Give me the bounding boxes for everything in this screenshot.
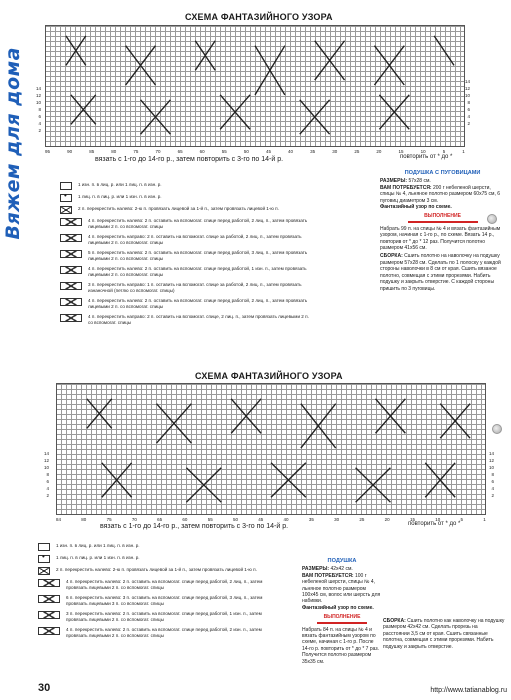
yarn-ball-icon	[487, 214, 497, 224]
stitch-symbol-icon	[60, 282, 82, 290]
legend-text: 4 п. перекрестить налево: 2 п. оставить на вспомогат. спице перед работой, 2 лиц. п., затем провязать лицевыми 2 п. со вспомогат. спицы	[66, 579, 263, 590]
col-num: 30	[332, 149, 338, 154]
col-num: 90	[67, 149, 73, 154]
col-num: 30	[334, 517, 340, 522]
stitch-symbol-icon	[38, 579, 60, 587]
legend-text: 1 изн. п. в лиц. р. или 1 лиц. п. в изн. р.	[56, 543, 140, 548]
row-num: 6	[491, 479, 495, 484]
chart1-pattern	[46, 26, 464, 146]
col-num: 75	[106, 517, 112, 522]
legend-item	[60, 250, 310, 262]
need-label: ВАМ ПОТРЕБУЕТСЯ:	[302, 572, 354, 579]
pillow1-heading: ПОДУШКА С ПУГОВИЦАМИ	[404, 170, 481, 176]
section-band-label: Вяжем для дома	[2, 46, 24, 240]
chart2-title: СХЕМА ФАНТАЗИЙНОГО УЗОРА	[195, 371, 343, 381]
chart1-grid	[45, 25, 465, 147]
stitch-symbol-icon	[60, 234, 82, 242]
col-num: 40	[288, 149, 294, 154]
assembly-label: СБОРКА:	[380, 253, 403, 260]
need-value: 100 г небеленой шерсти, спицы № 4, льняное полотно размером 100x45 см, волос или шерсть для набивки.	[302, 572, 381, 605]
row-num: 12	[465, 86, 471, 91]
col-num: 75	[133, 149, 139, 154]
row-num: 10	[44, 465, 50, 470]
legend-text: 3 п. перекрестить налево: 2 п. оставить на вспомогат. спице перед работой, 1 изн. п., затем провязать лицевыми 2 п. со вспомогат. спицы	[66, 611, 262, 622]
legend-item	[38, 555, 278, 563]
row-num: 6	[46, 479, 50, 484]
row-num: 2	[46, 493, 50, 498]
legend-item	[60, 218, 310, 230]
assembly-label: СБОРКА:	[383, 618, 406, 624]
need-value: 200 г небеленой шерсти, спицы № 4, льняное полотно размером 60x75 см, 6 пуговиц диаметром 3 см.	[380, 184, 501, 204]
chart1-row-numbers-left	[36, 85, 41, 134]
legend-text: 4 п. перекрестить направо: 2 п. оставить на вспомогат. спице за работой, 2 лиц. п., затем провязать лицевыми 2 п. со вспомогат. спицы	[88, 234, 302, 245]
legend-text: 4 п. перекрестить налево: 2 п. оставить на вспомогат. спице перед работой, 1 изн. п., затем провязать лицевыми 2 п. со вспомогат. спицы	[88, 266, 307, 277]
chart1-row-numbers	[465, 78, 470, 127]
col-num: 70	[155, 149, 161, 154]
red-divider	[317, 622, 367, 624]
sizes-value: 42x42 см.	[330, 566, 353, 573]
row-num: 10	[465, 93, 471, 98]
pillow2-need	[302, 573, 382, 605]
row-num: 8	[46, 472, 50, 477]
page-number: 30	[38, 682, 51, 694]
stitch-symbol-icon	[38, 595, 60, 603]
pillow2-work-heading: ВЫПОЛНЕНИЕ	[323, 614, 361, 621]
legend-item	[60, 314, 310, 326]
col-num: 80	[81, 517, 87, 522]
row-num: 4	[38, 121, 42, 126]
row-num: 2	[467, 121, 471, 126]
stitch-symbol-icon	[38, 611, 60, 619]
stitch-symbol-icon	[60, 218, 82, 226]
col-num: 10	[420, 149, 426, 154]
legend-text: 1 лиц. п. в лиц. р. или 1 изн. п. в изн. р.	[78, 194, 162, 199]
col-num: 15	[398, 149, 404, 154]
pillow2-assembly	[383, 618, 505, 650]
legend-item	[60, 266, 310, 278]
stitch-symbol-icon	[60, 266, 82, 274]
pillow1-work-text: Набрать 99 п. на спицы № 4 и вязать фантазийным узором, начиная с 1-го р., по схеме. Вязать 14 р., повторив от * до * 12 раз. Получится полотно размером 41x56 см.	[380, 225, 501, 252]
pillow1-need	[380, 185, 505, 204]
stitch-symbol-icon	[38, 543, 50, 551]
row-num: 10	[36, 100, 42, 105]
col-num: 55	[221, 149, 227, 154]
legend-item	[60, 234, 310, 246]
col-num: 25	[359, 517, 365, 522]
pillow2-pattern: Фантазийный узор по схеме.	[302, 604, 374, 611]
stitch-symbol-icon	[60, 250, 82, 258]
pillow2-work-text: Набрать 84 п. на спицы № 4 и вязать фантазийным узором по схеме, начиная с 1-го р. После 14-го р. повторить от * до * 7 раз. Получится полотно размером 35x35 см.	[302, 626, 380, 665]
stitch-symbol-icon	[38, 555, 50, 563]
sizes-label: РАЗМЕРЫ:	[302, 566, 330, 573]
col-num: 60	[199, 149, 205, 154]
stitch-symbol-icon	[60, 182, 72, 190]
row-num: 6	[38, 114, 42, 119]
chart2-grid	[56, 383, 486, 515]
col-num: 35	[308, 517, 314, 522]
legend-text: 4 п. перекрестить налево: 2 п. оставить на вспомогат. спице перед работой, 2 лиц. п., затем провязать лицевыми 2 п. со вспомогат. спицы	[88, 298, 308, 309]
yarn-ball-icon	[492, 424, 502, 434]
col-num: 45	[258, 517, 264, 522]
row-num: 4	[467, 114, 471, 119]
row-num: 2	[38, 128, 42, 133]
col-num: 84	[56, 517, 62, 522]
legend-text: 4 п. перекрестить налево: 2 п. оставить на вспомогат. спице перед работой, 2 изн. п., затем провязать лицевыми 2 п. со вспомогат. спицы	[66, 627, 262, 638]
col-num: 1	[483, 517, 486, 522]
stitch-symbol-icon	[38, 627, 60, 635]
legend-item	[38, 611, 278, 623]
row-num: 4	[46, 486, 50, 491]
col-num: 35	[310, 149, 316, 154]
section-band	[0, 28, 26, 258]
stitch-symbol-icon	[60, 194, 72, 202]
col-num: 50	[243, 149, 249, 154]
col-num: 85	[89, 149, 95, 154]
legend-item	[60, 194, 310, 202]
col-num: 65	[177, 149, 183, 154]
legend1	[60, 182, 310, 330]
col-num: 95	[45, 149, 51, 154]
col-num: 1	[462, 149, 465, 154]
stitch-symbol-icon	[60, 298, 82, 306]
row-num: 14	[36, 86, 42, 91]
legend-text: 1 изн. п. в лиц. р. или 1 лиц. п. в изн. р.	[78, 182, 162, 187]
sizes-value: 57x28 см.	[408, 178, 431, 185]
col-num: 5	[442, 149, 446, 154]
col-num: 15	[409, 517, 415, 522]
legend-item	[38, 627, 278, 639]
legend-item	[60, 282, 310, 294]
row-num: 14	[44, 451, 50, 456]
chart1-repeat-label: повторить от * до *	[400, 154, 453, 160]
pillow1-pattern: Фантазийный узор по схеме.	[380, 204, 452, 211]
row-num: 2	[491, 493, 495, 498]
pillow1-instructions	[380, 170, 505, 292]
stitch-symbol-icon	[38, 567, 50, 575]
legend-item	[38, 579, 278, 591]
legend-text: 5 п. перекрестить налево: 2 п. оставить на вспомогат. спице перед работой, 3 лиц. п., затем провязать лицевыми 2 п. со вспомогат. спицы	[88, 250, 308, 261]
need-label: ВАМ ПОТРЕБУЕТСЯ:	[380, 184, 432, 191]
col-num: 55	[207, 517, 213, 522]
col-num: 40	[283, 517, 289, 522]
col-num: 50	[232, 517, 238, 522]
legend-text: 2 п. перекрестить налево: 2-ю п. провязать лицевой за 1-й п., затем провязать лицевой 1-ю п.	[56, 567, 257, 572]
chart2-row-numbers	[489, 450, 494, 499]
legend-text: 2 п. перекрестить налево: 2-ю п. провязать лицевой за 1-й п., затем провязать лицевой 1-ю п.	[78, 206, 279, 211]
legend-item	[60, 298, 310, 310]
row-num: 12	[489, 458, 495, 463]
legend-text: 4 п. перекрестить налево: 2 п. оставить на вспомогат. спице перед работой, 2 лиц. п., затем провязать лицевыми 2 п. со вспомогат. спицы	[88, 218, 308, 229]
col-num: 45	[265, 149, 271, 154]
col-num: 70	[131, 517, 137, 522]
pillow1-work-heading: ВЫПОЛНЕНИЕ	[424, 213, 461, 220]
col-num: 80	[111, 149, 117, 154]
legend-text: 1 лиц. п. в лиц. р. или 1 изн. п. в изн. р.	[56, 555, 140, 560]
legend-text: 6 п. перекрестить налево: 3 п. оставить на вспомогат. спице перед работой, 3 лиц. п., затем провязать лицевыми 3 п. со вспомогат. спицы	[66, 595, 263, 606]
chart2-pattern	[57, 384, 485, 514]
legend-item	[38, 595, 278, 607]
legend-item	[38, 567, 278, 575]
assembly-text: Сшить полотно на наволочку на подушку размером 57x28 см. Сделать по 1 полоску у каждой стороны наволочки в 8 см от края. Сшить вязаное полотно, совмещая с этими прорезями. Набить подушку и закрыть отверстие. С каждой стороны пришить по 3 пуговицы.	[380, 253, 501, 292]
legend-text: 3 п. перекрестить направо: 1 п. оставить на вспомогат. спице за работой, 2 лиц. п., затем провязать изнаночной (петлю со вспомогат. спицы)	[88, 282, 302, 293]
row-num: 8	[467, 100, 471, 105]
chart1-title: СХЕМА ФАНТАЗИЙНОГО УЗОРА	[185, 12, 333, 22]
col-num: 20	[376, 149, 382, 154]
assembly-text: Сшить полотно как наволочку на подушку размером 42x42 см. Сделать прорезь на расстоянии 3,5 см от края. Сшить связанные полотна, совмещая с этими прорезями. Набить подушку и закрыть отверстие.	[383, 618, 505, 650]
chart1-instruction: вязать с 1-го до 14-го р., затем повторить с 3-го по 14-й р.	[95, 156, 284, 163]
col-num: 25	[354, 149, 360, 154]
row-num: 10	[489, 465, 495, 470]
row-num: 4	[491, 486, 495, 491]
legend-item	[38, 543, 278, 551]
pillow2-instructions	[302, 558, 382, 665]
chart2-instruction: вязать с 1-го до 14-го р., затем повторить с 3-го по 14-й р.	[100, 523, 289, 530]
stitch-symbol-icon	[60, 206, 72, 214]
col-num: 65	[157, 517, 163, 522]
legend-text: 4 п. перекрестить направо: 2 п. оставить на вспомогат. спице, 2 лиц. п., затем провязать лицевыми 2 п. со вспомогат. спицы	[88, 314, 309, 325]
row-num: 6	[467, 107, 471, 112]
sizes-label: РАЗМЕРЫ:	[380, 178, 408, 185]
legend2	[38, 543, 278, 643]
row-num: 14	[465, 79, 471, 84]
row-num: 8	[491, 472, 495, 477]
pillow2-heading: ПОДУШКА	[327, 558, 357, 564]
col-num: 10	[435, 517, 441, 522]
chart2-repeat-label: повторить от * до *	[408, 521, 461, 527]
col-num: 60	[182, 517, 188, 522]
chart2-row-numbers-left	[44, 450, 49, 499]
row-num: 12	[44, 458, 50, 463]
legend-item	[60, 206, 310, 214]
stitch-symbol-icon	[60, 314, 82, 322]
row-num: 12	[36, 93, 42, 98]
col-num: 5	[460, 517, 464, 522]
source-url[interactable]: http://www.tatianablog.ru	[430, 687, 507, 694]
col-num: 20	[384, 517, 390, 522]
row-num: 14	[489, 451, 495, 456]
pillow1-assembly	[380, 253, 505, 291]
row-num: 8	[38, 107, 42, 112]
legend-item	[60, 182, 310, 190]
red-divider	[408, 221, 478, 223]
